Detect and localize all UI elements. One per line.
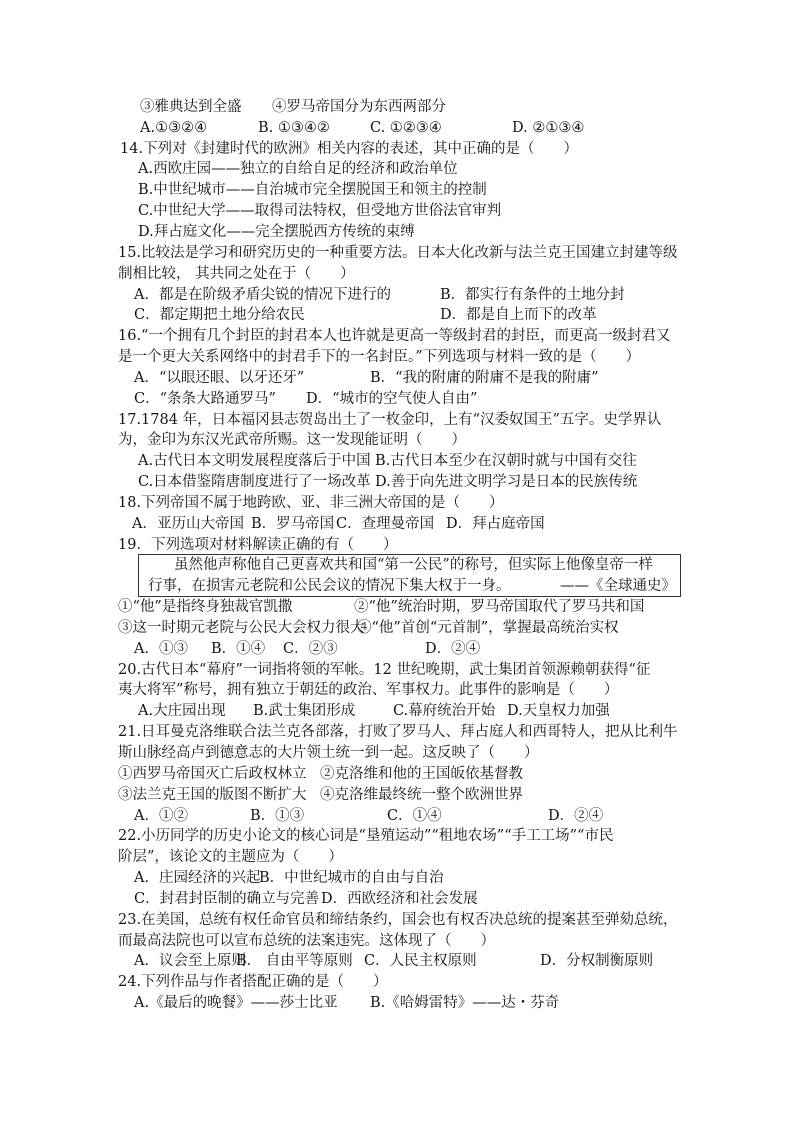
- q23-option-b: B． 自由平等原则: [236, 953, 353, 969]
- q22-stem-line-2: 阶层”，该论文的主题应为（ ）: [118, 849, 343, 865]
- q24-stem: 24.下列作品与作者搭配正确的是（ ）: [118, 974, 388, 990]
- q13-option-c: C. ①②③④: [370, 120, 442, 136]
- q23-stem-line-2: 而最高法院也可以宣布总统的法案违宪。这体现了（ ）: [118, 933, 495, 949]
- q19-item-4: ④“他”首创“元首制”，掌握最高统治实权: [357, 620, 619, 636]
- q20-option-c: C.幕府统治开始: [393, 703, 496, 719]
- q13-item-4: ④罗马帝国分为东西两部分: [272, 99, 446, 115]
- q20-option-d: D.天皇权力加强: [507, 703, 610, 719]
- q24-option-b: B.《哈姆雷特》——达・芬奇: [370, 995, 560, 1011]
- q16-stem-line-2: 是一个更大关系网络中的封君手下的一名封臣。”下列选项与材料一致的是（ ）: [118, 349, 641, 365]
- q23-stem-line-1: 23.在美国，总统有权任命官员和缔结条约，国会也有权否决总统的提案甚至弹劾总统，: [118, 912, 678, 928]
- q18-option-d: D．拜占庭帝国: [446, 516, 545, 532]
- q16-option-b: B．“我的附庸的附庸不是我的附庸”: [370, 370, 599, 386]
- q22-option-a: A．庄园经济的兴起: [134, 870, 261, 886]
- q14-option-c: C.中世纪大学——取得司法特权，但受地方世俗法官审判: [138, 203, 502, 219]
- q19-item-1: ①“他”是指终身独裁官凯撒: [118, 599, 293, 615]
- q15-option-b: B．都实行有条件的土地分封: [440, 287, 625, 303]
- q19-stem: 19．下列选项对材料解读正确的有（ ）: [118, 537, 398, 553]
- q15-stem-line-1: 15.比较法是学习和研究历史的一种重要方法。日本大化改新与法兰克王国建立封建等级: [118, 245, 678, 261]
- q20-stem-line-2: 夷大将军”称号，拥有独立于朝廷的政治、军事权力。此事件的影响是（ ）: [118, 682, 619, 698]
- q15-option-a: A．都是在阶级矛盾尖锐的情况下进行的: [134, 287, 391, 303]
- q23-option-c: C．人民主权原则: [364, 953, 477, 969]
- q22-option-d: D．西欧经济和社会发展: [321, 891, 478, 907]
- q15-option-c: C．都定期把土地分给农民: [134, 307, 305, 323]
- q20-stem-line-1: 20.古代日本“幕府”一词指将领的军帐。12 世纪晚期，武士集团首领源赖朝获得“征: [118, 662, 651, 678]
- q19-option-b: B．①④: [211, 641, 266, 657]
- q21-option-a: A．①②: [134, 808, 188, 824]
- q22-option-c: C．封君封臣制的确立与完善: [134, 891, 320, 907]
- q16-option-a: A．“以眼还眼、以牙还牙”: [134, 370, 305, 386]
- q13-option-a: A.①③②④: [140, 120, 208, 136]
- q22-option-b: B．中世纪城市的自由与自治: [259, 870, 444, 886]
- q21-option-b: B．①③: [250, 808, 305, 824]
- q21-item-2: ②克洛维和他的王国皈依基督教: [320, 766, 523, 782]
- q19-material-source: ——《全球通史》: [560, 578, 676, 594]
- q18-stem: 18.下列帝国不属于地跨欧、亚、非三洲大帝国的是（ ）: [118, 495, 504, 511]
- q14-option-d: D.拜占庭文化——完全摆脱西方传统的束缚: [138, 224, 415, 240]
- q16-stem-line-1: 16.“一个拥有几个封臣的封君本人也许就是更高一等级封君的封臣，而更高一级封君又: [118, 328, 671, 344]
- q19-material-line-2: 行事，在损害元老院和公民会议的情况下集大权于一身。: [148, 578, 511, 594]
- q17-option-c: C.日本借鉴隋唐制度进行了一场改革: [138, 474, 371, 490]
- q17-option-a: A.古代日本文明发展程度落后于中国: [138, 453, 371, 469]
- q21-stem-line-2: 斯山脉经高卢到德意志的大片领土统一到一起。这反映了（ ）: [118, 745, 539, 761]
- q19-option-a: A．①③: [134, 641, 188, 657]
- q21-item-1: ①西罗马帝国灭亡后政权林立: [118, 766, 307, 782]
- q13-option-b: B. ①③④②: [258, 120, 330, 136]
- q23-option-a: A．议会至上原则: [134, 953, 246, 969]
- q21-option-c: C．①④: [387, 808, 442, 824]
- q20-option-b: B.武士集团形成: [253, 703, 356, 719]
- q19-option-d: D．②④: [425, 641, 481, 657]
- q22-stem-line-1: 22.小历同学的历史小论文的核心词是“垦殖运动”“租地农场”“手工工场”“市民: [118, 828, 614, 844]
- q16-option-d: D．“城市的空气使人自由”: [306, 391, 478, 407]
- q23-option-d: D．分权制衡原则: [540, 953, 654, 969]
- q18-option-c: C．查理曼帝国: [336, 516, 435, 532]
- q19-item-3: ③这一时期元老院与公民大会权力很大: [118, 620, 365, 636]
- q16-option-c: C．“条条大路通罗马”: [134, 391, 276, 407]
- q14-stem: 14.下列对《封建时代的欧洲》相关内容的表述，其中正确的是（ ）: [120, 141, 579, 157]
- q17-option-d: D.善于向先进文明学习是日本的民族传统: [375, 474, 638, 490]
- q14-option-b: B.中世纪城市——自治城市完全摆脱国王和领主的控制: [138, 182, 487, 198]
- q13-option-d: D. ②①③④: [512, 120, 585, 136]
- q17-stem-line-2: 为，金印为东汉光武帝所赐。这一发现能证明（ ）: [118, 432, 466, 448]
- q20-option-a: A.大庄园出现: [138, 703, 226, 719]
- q21-item-3: ③法兰克王国的版图不断扩大: [118, 787, 307, 803]
- q14-option-a: A.西欧庄园——独立的自给自足的经济和政治单位: [138, 161, 458, 177]
- q18-option-b: B．罗马帝国: [251, 516, 335, 532]
- q15-option-d: D．都是自上而下的改革: [440, 307, 597, 323]
- q17-stem-line-1: 17.1784 年，日本福冈县志贺岛出土了一枚金印，上有“汉委奴国王”五字。史学界认: [118, 412, 662, 428]
- q21-item-4: ④克洛维最终统一整个欧洲世界: [320, 787, 523, 803]
- q17-option-b: B.古代日本至少在汉朝时就与中国有交往: [375, 453, 637, 469]
- q15-stem-line-2: 制相比较， 其共同之处在于（ ）: [118, 266, 355, 282]
- q19-item-2: ②“他”统治时期，罗马帝国取代了罗马共和国: [354, 599, 645, 615]
- q21-option-d: D．②④: [548, 808, 604, 824]
- q19-option-c: C．②③: [283, 641, 338, 657]
- q21-stem-line-1: 21.日耳曼克洛维联合法兰克各部落，打败了罗马人、拜占庭人和西哥特人，把从比利牛: [118, 724, 678, 740]
- q24-option-a: A.《最后的晚餐》——莎士比亚: [134, 995, 338, 1011]
- q18-option-a: A．亚历山大帝国: [132, 516, 244, 532]
- q13-item-3: ③雅典达到全盛: [140, 99, 242, 115]
- q19-material-line-1: 虽然他声称他自己更喜欢共和国“第一公民”的称号，但实际上他像皇帝一样: [174, 557, 653, 573]
